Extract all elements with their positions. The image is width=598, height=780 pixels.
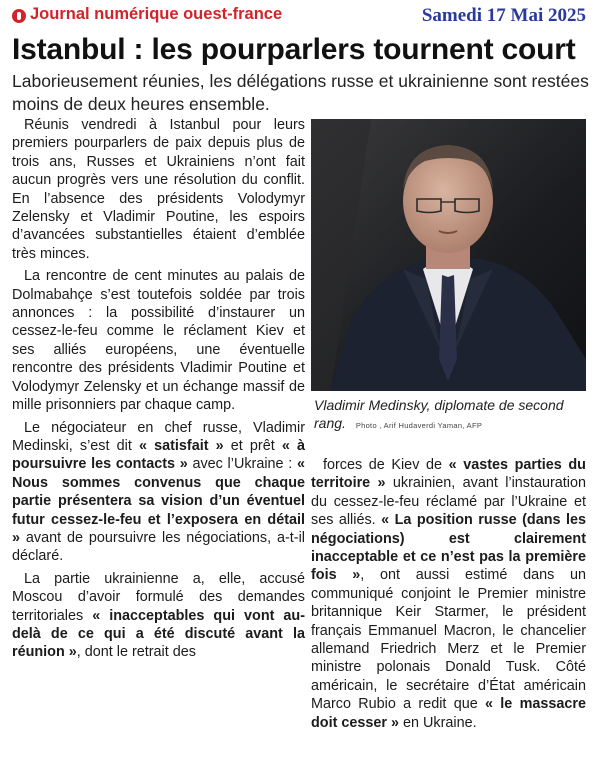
text-run: et prêt [223,437,282,454]
ouest-france-logo-icon [12,9,26,23]
bold-quote: « à poursuivre les contacts » [12,437,305,473]
bold-quote: « satisfait » [138,437,224,454]
headline: Istanbul : les pourparlers tournent court [12,33,576,66]
text-run: avant de poursuivre les négociations, a-t-il déclaré. [12,529,305,565]
photo-credit: Photo , Arif Hudaverdi Yaman, AFP [355,421,483,430]
bold-quote: « le massacre doit cesser » [311,696,586,731]
bold-quote: « vastes parties du territoire » [311,457,586,492]
left-column [12,116,305,666]
publication-date: Samedi 17 Mai 2025 [421,5,586,26]
photo-caption [314,396,589,435]
text-run: Le négociateur en chef russe, Vladimir Medinski, s’est dit [12,419,305,454]
masthead [0,0,598,34]
text-run: , ont aussi estimé dans un communiqué conjoint le Premier ministre britannique Keir Starmer, le président français Emmanuel Macron, le chancelier allemand Friedrich Merz et le Premier ministre polonais Donald Tusk. Côté américain, le secrétaire d’État américain Marco Rubio a redit que [311,567,586,713]
bold-quote: « Nous sommes convenus que chaque partie présentera sa vision d’un éventuel futur cessez-le-feu et l’exposera en détail » [12,456,305,546]
text-run: avec l’Ukraine : [187,456,297,473]
article-paragraph [12,419,305,566]
text-run: La partie ukrainienne a, elle, accusé Moscou d’avoir formulé des demandes territoriales [12,570,305,624]
article-paragraph [12,570,305,662]
journal-name: Journal numérique ouest-france [30,5,283,23]
portrait-illustration [311,119,586,391]
right-column [311,456,586,736]
article-paragraph [12,116,305,263]
article-paragraph [311,456,586,732]
portrait-photo [311,119,586,391]
bold-quote: « inacceptables qui vont au-delà de ce qui a été discuté avant la réunion » [12,607,305,661]
text-run: La rencontre de cent minutes au palais de Dolmabahçe s’est toutefois soldée par trois annonces : la possibilité d’instaurer un cessez-le-feu comme le réclament Kiev et ses alliés européens, une éventuelle rencontre des présidents Vladimir Poutine et Volodymyr Zelensky et un échange massif de mille prisonniers par chaque camp. [12,268,305,414]
text-run: Réunis vendredi à Istanbul pour leurs premiers pourparlers de paix depuis plus de trois ans, Russes et Ukrainiens n’ont fait aucun progrès vers une résolution du conflit. En l’absence des présidents Volodymyr Zelensky et Vladimir Poutine, les espoirs d’avancées substantielles étaient d’emblée très minces. [12,117,305,262]
bold-quote: « La position russe (dans les négociations) est clairement inacceptable et ce n’est pas la première fois » [311,512,586,584]
text-run: , dont le retrait des [76,644,196,661]
text-run: en Ukraine. [399,714,477,731]
text-run: forces de Kiev de [323,457,449,473]
article-paragraph [12,267,305,414]
text-run: ukrainien, avant l’instauration du cessez-le-feu réclamé par l’Ukraine et ses alliés. [311,475,587,529]
caption-text: Vladimir Medinsky, diplomate de second rang. [314,397,564,431]
standfirst: Laborieusement réunies, les délégations russe et ukrainienne sont restées moins de deux heures ensemble. [12,71,589,114]
